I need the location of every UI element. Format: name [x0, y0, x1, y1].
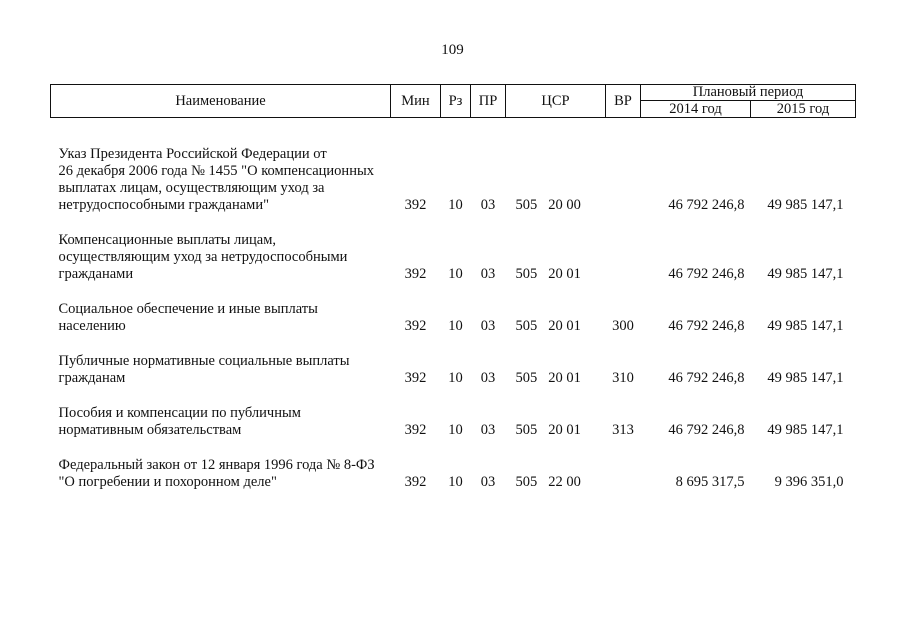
row-csr-item: 20 00 — [548, 197, 581, 213]
row-rz: 10 — [448, 474, 463, 490]
row-amount-2014: 8 695 317,5 — [675, 474, 745, 490]
row-amount-2014: 46 792 246,8 — [668, 318, 745, 334]
row-pr: 03 — [480, 474, 496, 490]
row-amount-2014: 46 792 246,8 — [668, 422, 745, 438]
row-pr: 03 — [480, 422, 496, 438]
header-planned-period: Плановый период — [641, 85, 856, 101]
row-csr-program: 505 — [515, 318, 538, 334]
table-row — [51, 335, 856, 387]
table-row — [51, 387, 856, 439]
budget-table — [50, 84, 856, 491]
header-year-2015: 2015 год — [751, 101, 856, 118]
row-min: 392 — [404, 197, 427, 213]
row-min: 392 — [404, 266, 427, 282]
header-min: Мин — [391, 85, 441, 118]
page-number: 109 — [441, 42, 464, 58]
table-row — [51, 283, 856, 335]
row-amount-2014: 46 792 246,8 — [668, 370, 745, 386]
row-csr-item: 20 01 — [548, 370, 581, 386]
row-vr — [606, 118, 641, 215]
row-amount-2015: 9 396 351,0 — [774, 474, 844, 490]
row-name: Социальное обеспечение и иные выплаты населению — [58, 301, 318, 334]
table-header — [51, 85, 856, 118]
row-amount-2014: 46 792 246,8 — [668, 266, 745, 282]
header-vr: ВР — [606, 85, 641, 118]
table-row — [51, 118, 856, 215]
row-amount-2015: 49 985 147,1 — [767, 422, 844, 438]
row-min: 392 — [404, 422, 427, 438]
row-vr — [606, 214, 641, 283]
row-csr-program: 505 — [515, 266, 538, 282]
header-pr: ПР — [471, 85, 506, 118]
header-year-2014: 2014 год — [641, 101, 751, 118]
row-amount-2015: 49 985 147,1 — [767, 370, 844, 386]
row-pr: 03 — [480, 197, 496, 213]
table-row — [51, 439, 856, 491]
row-rz: 10 — [448, 422, 463, 438]
row-name: Пособия и компенсации по публичным нормативным обязательствам — [58, 405, 301, 438]
row-name: Компенсационные выплаты лицам, осуществляющим уход за нетрудоспособными гражданами — [58, 232, 348, 282]
row-vr: 300 — [612, 318, 634, 334]
row-csr-item: 20 01 — [548, 318, 581, 334]
row-min: 392 — [404, 370, 427, 386]
row-pr: 03 — [480, 318, 496, 334]
row-rz: 10 — [448, 318, 463, 334]
row-amount-2014: 46 792 246,8 — [668, 197, 745, 213]
row-csr — [506, 214, 606, 283]
row-csr-program: 505 — [515, 422, 538, 438]
row-csr-program: 505 — [515, 370, 538, 386]
row-min: 392 — [404, 474, 427, 490]
row-csr — [506, 118, 606, 215]
row-amount-2015: 49 985 147,1 — [767, 266, 844, 282]
row-pr: 03 — [480, 266, 496, 282]
row-csr-item: 20 01 — [548, 266, 581, 282]
row-csr — [506, 439, 606, 491]
row-rz: 10 — [448, 370, 463, 386]
table-row — [51, 214, 856, 283]
table-body — [51, 118, 856, 492]
row-csr-item: 22 00 — [548, 474, 581, 490]
row-rz: 10 — [448, 266, 463, 282]
row-amount-2015: 49 985 147,1 — [767, 197, 844, 213]
row-min: 392 — [404, 318, 427, 334]
row-vr — [606, 439, 641, 491]
header-name: Наименование — [51, 85, 391, 118]
header-rz: Рз — [441, 85, 471, 118]
row-amount-2015: 49 985 147,1 — [767, 318, 844, 334]
row-csr-program: 505 — [515, 197, 538, 213]
row-pr: 03 — [480, 370, 496, 386]
row-vr: 310 — [612, 370, 634, 386]
row-csr — [506, 387, 606, 439]
header-csr: ЦСР — [506, 85, 606, 118]
row-name: Публичные нормативные социальные выплаты гражданам — [58, 353, 350, 386]
row-csr-item: 20 01 — [548, 422, 581, 438]
row-csr — [506, 335, 606, 387]
row-csr — [506, 283, 606, 335]
row-name: Указ Президента Российской Федерации от 26 декабря 2006 года № 1455 "О компенсационных выплатах лицам, осуществляющим уход за нетрудоспособными гражданами" — [58, 146, 374, 213]
row-vr: 313 — [612, 422, 634, 438]
row-name: Федеральный закон от 12 января 1996 года № 8-ФЗ "О погребении и похоронном деле" — [58, 457, 375, 490]
row-csr-program: 505 — [515, 474, 538, 490]
row-rz: 10 — [448, 197, 463, 213]
